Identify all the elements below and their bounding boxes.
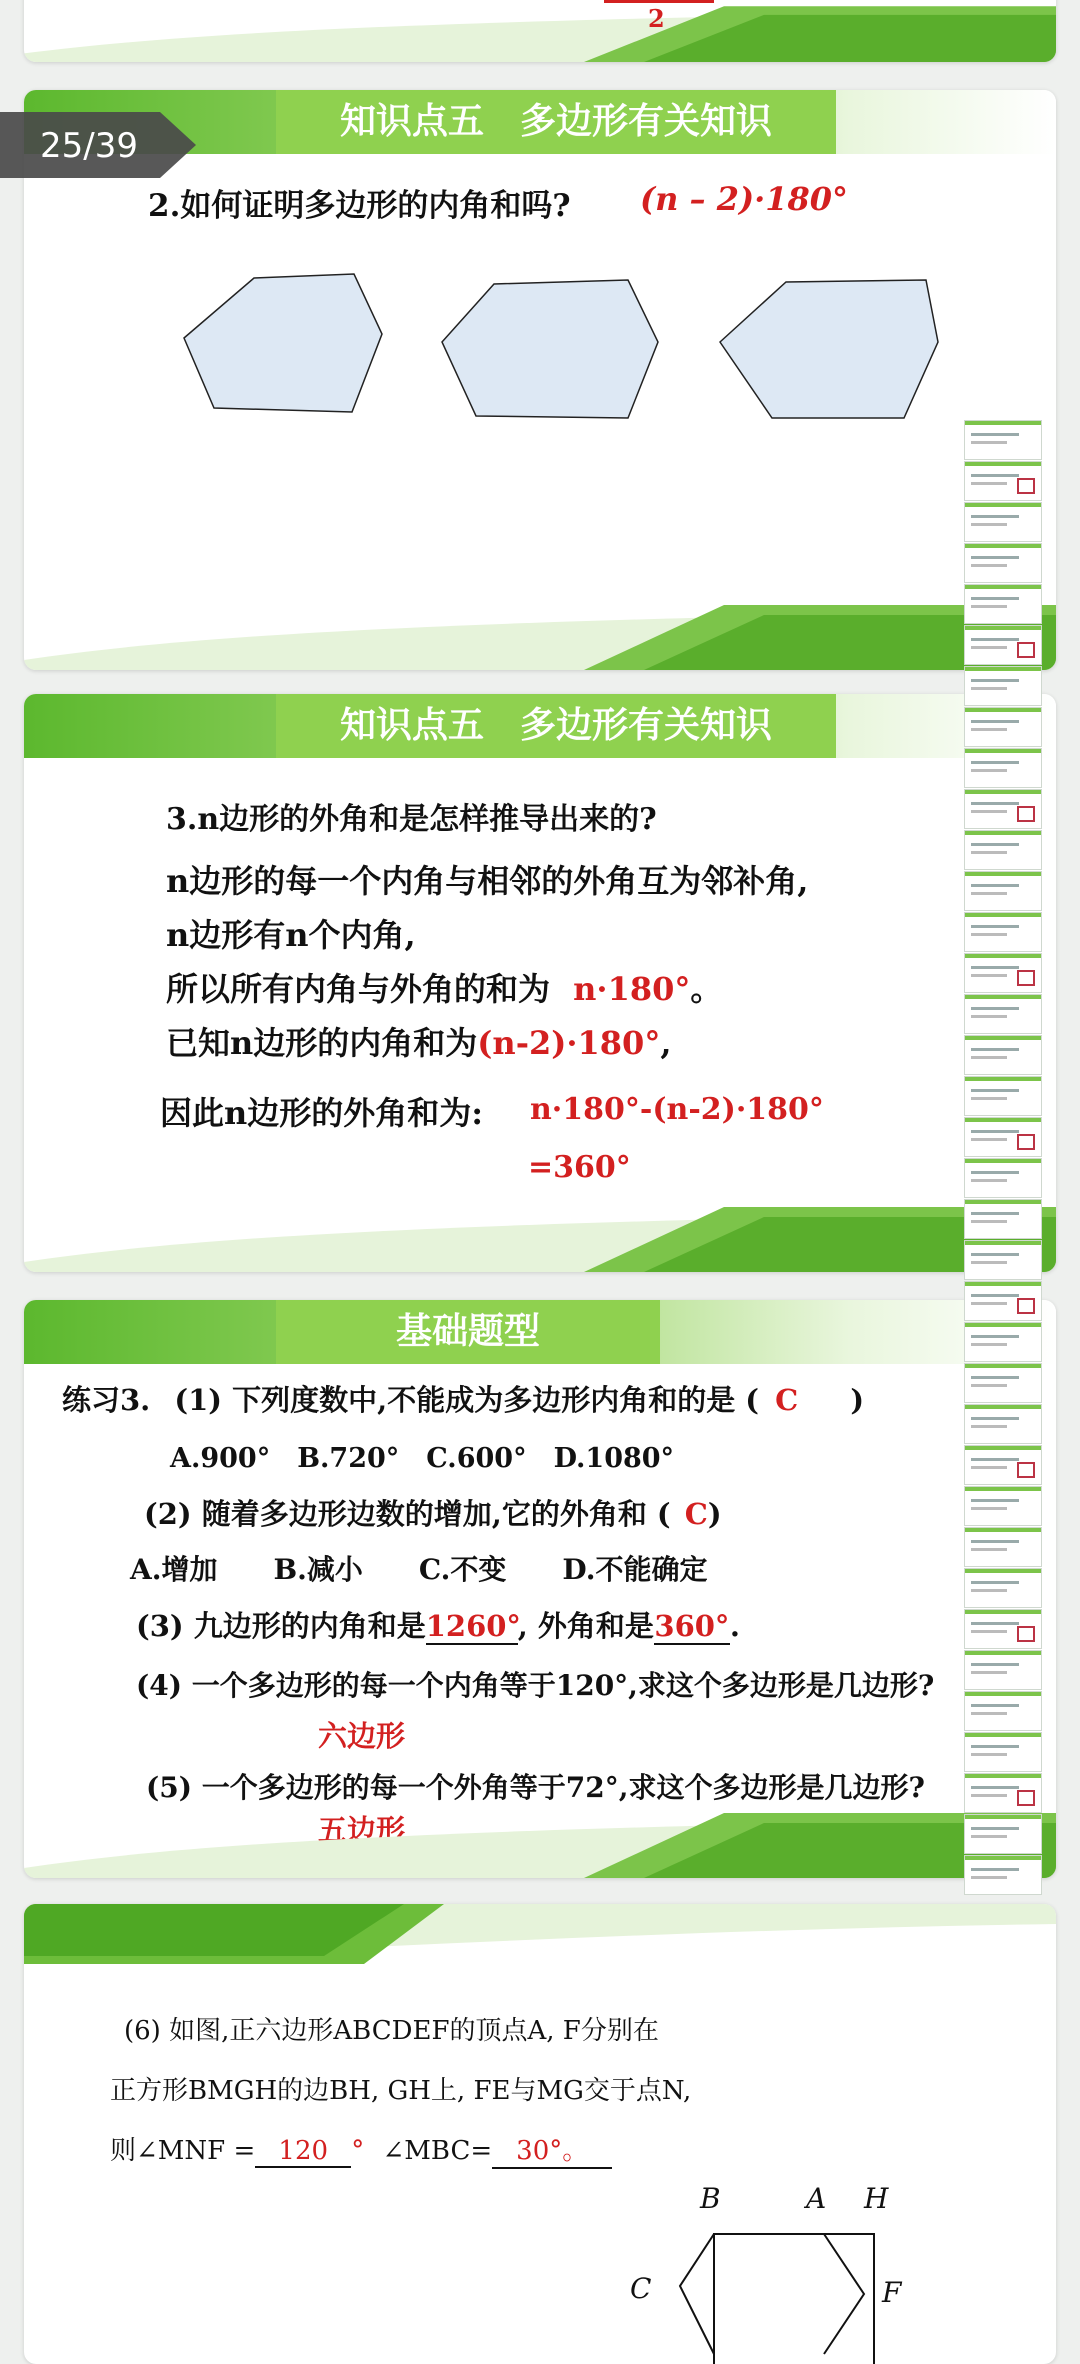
slide-thumbnail[interactable] <box>964 1568 1042 1608</box>
q1-close: ) <box>850 1383 865 1417</box>
line-1: 3.n边形的外角和是怎样推导出来的? <box>166 802 657 837</box>
q2-close: ) <box>707 1497 722 1531</box>
q3-answer-1: 1260° <box>425 1609 521 1643</box>
problem-line-1: (6) 如图,正六边形ABCDEF的顶点A, F分别在 <box>124 2016 659 2046</box>
slide-thumbnail[interactable] <box>964 1609 1042 1649</box>
page-indicator-text: 25/39 <box>40 126 138 166</box>
square-bmgh <box>714 2234 874 2364</box>
geometry-figure <box>624 2194 924 2364</box>
line-4 <box>166 964 722 1010</box>
line-6-answer: n·180°-(n-2)·180° <box>530 1092 824 1127</box>
slide-bottom-decoration <box>24 1202 1056 1272</box>
slide-thumbnail[interactable] <box>964 1732 1042 1772</box>
q4-answer: 六边形 <box>318 1719 406 1753</box>
line-5-suffix: , <box>660 1024 672 1062</box>
polygon-figures <box>24 270 1056 450</box>
slide-thumbnail[interactable] <box>964 1486 1042 1526</box>
question-text: 2.如何证明多边形的内角和吗? <box>148 188 571 224</box>
slide-bottom-decoration <box>24 1808 1056 1878</box>
label-c: C <box>630 2272 652 2305</box>
mnf-degree: ° <box>351 2136 365 2166</box>
q5-text: (5) 一个多边形的每一个外角等于72°,求这个多边形是几边形? <box>146 1771 925 1804</box>
hexagon-edge-af <box>824 2234 864 2354</box>
slide-thumbnail[interactable] <box>964 625 1042 665</box>
slide-thumbnail[interactable] <box>964 1158 1042 1198</box>
label-b: B <box>700 2182 721 2215</box>
slide-hexagon-square <box>24 1904 1056 2364</box>
problem-line-3-mid: ∠MBC= <box>382 2136 493 2166</box>
line-5 <box>166 1018 671 1064</box>
slide-thumbnail-strip[interactable] <box>964 420 1044 1920</box>
label-h: H <box>864 2182 889 2215</box>
polygon-1 <box>184 274 382 412</box>
q3-answer-2: 360° <box>654 1609 730 1643</box>
line-4-answer: n·180° <box>573 970 691 1008</box>
line-6-prefix: 因此n边形的外角和为: <box>160 1094 484 1132</box>
slide-thumbnail[interactable] <box>964 1076 1042 1116</box>
q5-answer: 五边形 <box>318 1813 406 1847</box>
slide-thumbnail[interactable] <box>964 1281 1042 1321</box>
label-a: A <box>806 2182 827 2215</box>
slide-thumbnail[interactable] <box>964 1199 1042 1239</box>
slide-top-bottom-decoration <box>24 2 1056 62</box>
slide-banner: 基础题型 <box>276 1300 660 1364</box>
slide-thumbnail[interactable] <box>964 912 1042 952</box>
q4-text: (4) 一个多边形的每一个内角等于120°,求这个多边形是几边形? <box>136 1669 935 1702</box>
polygon-3 <box>720 280 938 418</box>
slide-thumbnail[interactable] <box>964 1691 1042 1731</box>
slide-thumbnail[interactable] <box>964 1855 1042 1895</box>
mbc-answer: 30°。 <box>492 2130 612 2169</box>
slide-top-partial <box>24 0 1056 62</box>
line-5-prefix: 已知n边形的内角和为 <box>166 1024 478 1062</box>
slide-thumbnail[interactable] <box>964 789 1042 829</box>
slide-thumbnail[interactable] <box>964 1117 1042 1157</box>
fraction-denominator: 2 <box>648 4 665 33</box>
slide-thumbnail[interactable] <box>964 1527 1042 1567</box>
slide-thumbnail[interactable] <box>964 666 1042 706</box>
q1-text: (1) 下列度数中,不能成为多边形内角和的是 ( <box>174 1383 760 1417</box>
slide-banner: 知识点五 多边形有关知识 <box>276 694 836 758</box>
line-3: n边形有n个内角, <box>166 916 416 954</box>
slide-thumbnail[interactable] <box>964 1035 1042 1075</box>
line-2: n边形的每一个内角与相邻的外角互为邻补角, <box>166 862 809 900</box>
q1-prefix: 练习3. <box>62 1383 151 1417</box>
problem-line-3-prefix: 则∠MNF = <box>110 2136 256 2166</box>
slide-thumbnail[interactable] <box>964 1240 1042 1280</box>
q3-end: . <box>729 1609 741 1643</box>
q2-options: A.增加 B.减小 C.不变 D.不能确定 <box>130 1553 708 1586</box>
label-f: F <box>882 2276 902 2309</box>
hexagon-edges <box>680 2234 824 2354</box>
line-4-prefix: 所以所有内角与外角的和为 <box>166 970 551 1008</box>
line-7-answer: =360° <box>528 1150 631 1185</box>
slide-thumbnail[interactable] <box>964 1404 1042 1444</box>
q1-options: A.900° B.720° C.600° D.1080° <box>170 1443 675 1474</box>
q2-answer: C <box>684 1497 708 1531</box>
slide-thumbnail[interactable] <box>964 1773 1042 1813</box>
slide-thumbnail[interactable] <box>964 1322 1042 1362</box>
q3-prefix: (3) 九边形的内角和是 <box>136 1609 426 1643</box>
problem-line-2: 正方形BMGH的边BH, GH上, FE与MG交于点N, <box>110 2076 692 2106</box>
slide-thumbnail[interactable] <box>964 502 1042 542</box>
slide-thumbnail[interactable] <box>964 420 1042 460</box>
q2 <box>144 1492 722 1533</box>
polygon-2 <box>442 280 658 418</box>
answer-formula: (n – 2)·180° <box>640 180 849 218</box>
slide-header-decoration <box>24 1904 1056 1974</box>
page-indicator <box>0 112 196 178</box>
q2-text: (2) 随着多边形边数的增加,它的外角和 ( <box>144 1497 671 1531</box>
problem-line-3 <box>110 2130 612 2169</box>
slide-thumbnail[interactable] <box>964 871 1042 911</box>
slide-thumbnail[interactable] <box>964 1814 1042 1854</box>
slide-thumbnail[interactable] <box>964 994 1042 1034</box>
slide-basic-exercises <box>24 1300 1056 1878</box>
slide-thumbnail[interactable] <box>964 543 1042 583</box>
fraction-line <box>604 0 714 3</box>
q3 <box>136 1604 740 1645</box>
slide-thumbnail[interactable] <box>964 1363 1042 1403</box>
slide-thumbnail[interactable] <box>964 707 1042 747</box>
line-4-suffix: 。 <box>690 970 723 1008</box>
slide-thumbnail[interactable] <box>964 461 1042 501</box>
slide-thumbnail[interactable] <box>964 748 1042 788</box>
slide-thumbnail[interactable] <box>964 584 1042 624</box>
slide-exterior-angle <box>24 694 1056 1272</box>
mnf-answer: 120 <box>255 2136 351 2168</box>
q1-answer: C <box>775 1383 799 1417</box>
slide-banner: 知识点五 多边形有关知识 <box>276 90 836 154</box>
slide-thumbnail[interactable] <box>964 1445 1042 1485</box>
q1 <box>62 1378 864 1419</box>
slide-bottom-decoration <box>24 600 1056 670</box>
slide-thumbnail[interactable] <box>964 830 1042 870</box>
q3-mid: , 外角和是 <box>517 1609 654 1643</box>
slide-thumbnail[interactable] <box>964 1650 1042 1690</box>
slide-thumbnail[interactable] <box>964 953 1042 993</box>
line-5-answer: (n-2)·180° <box>477 1024 661 1062</box>
